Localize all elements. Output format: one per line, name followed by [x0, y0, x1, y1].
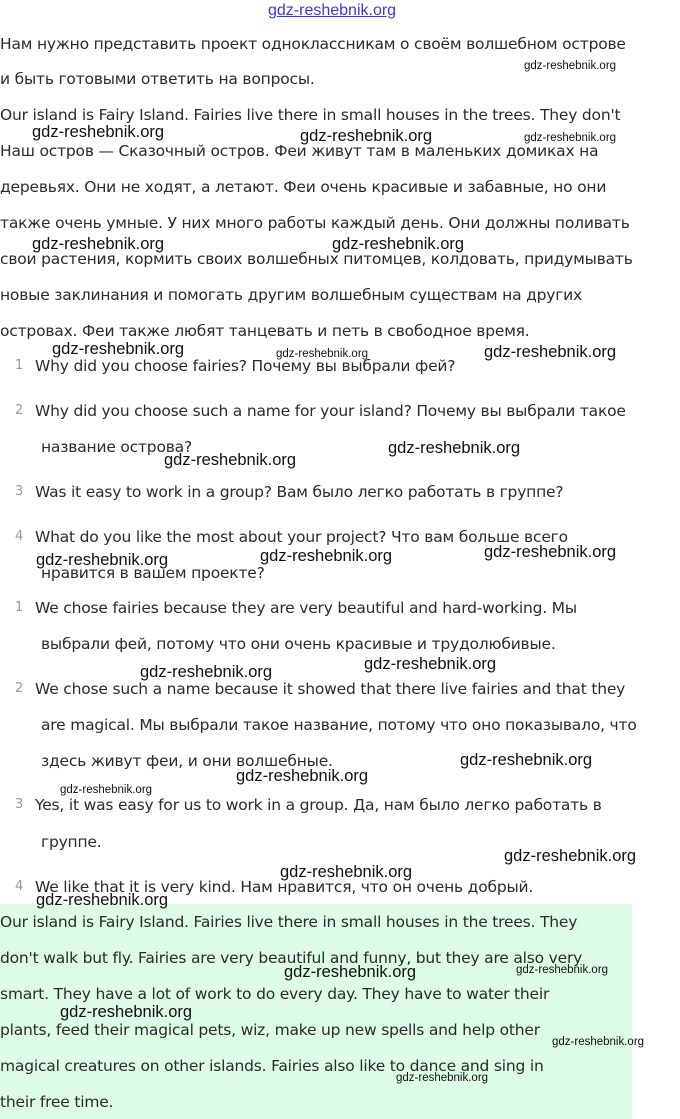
english-line: Our island is Fairy Island. Fairies live there in small houses in the trees. They [0, 913, 578, 931]
answer-line: здесь живут феи, и они волшебные. [41, 752, 333, 770]
watermark: gdz-reshebnik.org [332, 235, 465, 253]
question-line: название острова? [41, 438, 192, 456]
watermark: gdz-reshebnik.org [280, 863, 413, 881]
english-line: don't walk but fly. Fairies are very beautiful and funny, but they are also very [0, 949, 583, 967]
watermark: gdz-reshebnik.org [236, 767, 369, 785]
watermark: gdz-reshebnik.org [504, 847, 637, 865]
list-number: 1 [15, 600, 24, 615]
list-number: 1 [15, 358, 24, 373]
english-line: smart. They have a lot of work to do every day. They have to water their [0, 985, 550, 1003]
answer-line: We chose such a name because it showed that there live fairies and that they [35, 680, 626, 698]
intro-line: и быть готовыми ответить на вопросы. [0, 70, 315, 88]
question-line: Was it easy to work in a group? Вам было легко работать в группе? [35, 483, 564, 501]
english-first-line: Our island is Fairy Island. Fairies live there in small houses in the trees. They don't [0, 106, 621, 124]
english-line: plants, feed their magical pets, wiz, make up new spells and help other [0, 1021, 540, 1039]
question-line: Why did you choose fairies? Почему вы выбрали фей? [35, 357, 456, 375]
watermark: gdz-reshebnik.org [284, 963, 417, 981]
watermark: gdz-reshebnik.org [164, 451, 297, 469]
watermark: gdz-reshebnik.org [32, 235, 165, 253]
watermark: gdz-reshebnik.org [36, 551, 169, 569]
watermark: gdz-reshebnik.org [460, 751, 593, 769]
watermark: gdz-reshebnik.org [60, 1003, 193, 1021]
list-number: 4 [15, 879, 24, 894]
english-line: magical creatures on other islands. Fairies also like to dance and sing in [0, 1057, 544, 1075]
russian-line: островах. Феи также любят танцевать и петь в свободное время. [0, 322, 530, 340]
site-link[interactable]: gdz-reshebnik.org [268, 2, 397, 19]
watermark: gdz-reshebnik.org [300, 127, 433, 145]
answer-line: We like that it is very kind. Нам нравится, что он очень добрый. [35, 878, 534, 896]
list-number: 3 [15, 484, 24, 499]
watermark: gdz-reshebnik.org [364, 655, 497, 673]
watermark: gdz-reshebnik.org [524, 60, 617, 72]
watermark: gdz-reshebnik.org [524, 132, 617, 144]
watermark: gdz-reshebnik.org [396, 1072, 489, 1084]
watermark: gdz-reshebnik.org [388, 439, 521, 457]
answer-line: группе. [41, 833, 102, 851]
russian-line: Наш остров — Сказочный остров. Феи живут там в маленьких домиках на [0, 142, 599, 160]
watermark: gdz-reshebnik.org [276, 348, 369, 360]
watermark: gdz-reshebnik.org [484, 343, 617, 361]
watermark: gdz-reshebnik.org [36, 891, 169, 909]
watermark: gdz-reshebnik.org [260, 547, 393, 565]
watermark: gdz-reshebnik.org [516, 964, 609, 976]
watermark: gdz-reshebnik.org [52, 340, 185, 358]
list-number: 2 [15, 403, 24, 418]
watermark: gdz-reshebnik.org [552, 1036, 645, 1048]
answer-line: are magical. Мы выбрали такое название, потому что оно показывало, что [41, 716, 637, 734]
russian-line: свои растения, кормить своих волшебных питомцев, колдовать, придумывать [0, 250, 633, 268]
answer-line: Yes, it was easy for us to work in a group. Да, нам было легко работать в [35, 796, 602, 814]
list-number: 4 [15, 529, 24, 544]
answer-line: We chose fairies because they are very beautiful and hard-working. Мы [35, 599, 577, 617]
watermark: gdz-reshebnik.org [60, 784, 153, 796]
list-number: 3 [15, 797, 24, 812]
question-line: What do you like the most about your project? Что вам больше всего [35, 528, 568, 546]
watermark: gdz-reshebnik.org [140, 663, 273, 681]
list-number: 2 [15, 681, 24, 696]
russian-line: новые заклинания и помогать другим волшебным существам на других [0, 286, 583, 304]
russian-line: деревьях. Они не ходят, а летают. Феи очень красивые и забавные, но они [0, 178, 607, 196]
answer-line: выбрали фей, потому что они очень красивые и трудолюбивые. [41, 635, 556, 653]
watermark: gdz-reshebnik.org [484, 543, 617, 561]
watermark: gdz-reshebnik.org [32, 123, 165, 141]
question-line: Why did you choose such a name for your island? Почему вы выбрали такое [35, 402, 626, 420]
english-line: their free time. [0, 1093, 114, 1111]
question-line: нравится в вашем проекте? [41, 564, 265, 582]
russian-line: также очень умные. У них много работы каждый день. Они должны поливать [0, 214, 630, 232]
intro-line: Нам нужно представить проект одноклассникам о своём волшебном острове [0, 35, 626, 53]
